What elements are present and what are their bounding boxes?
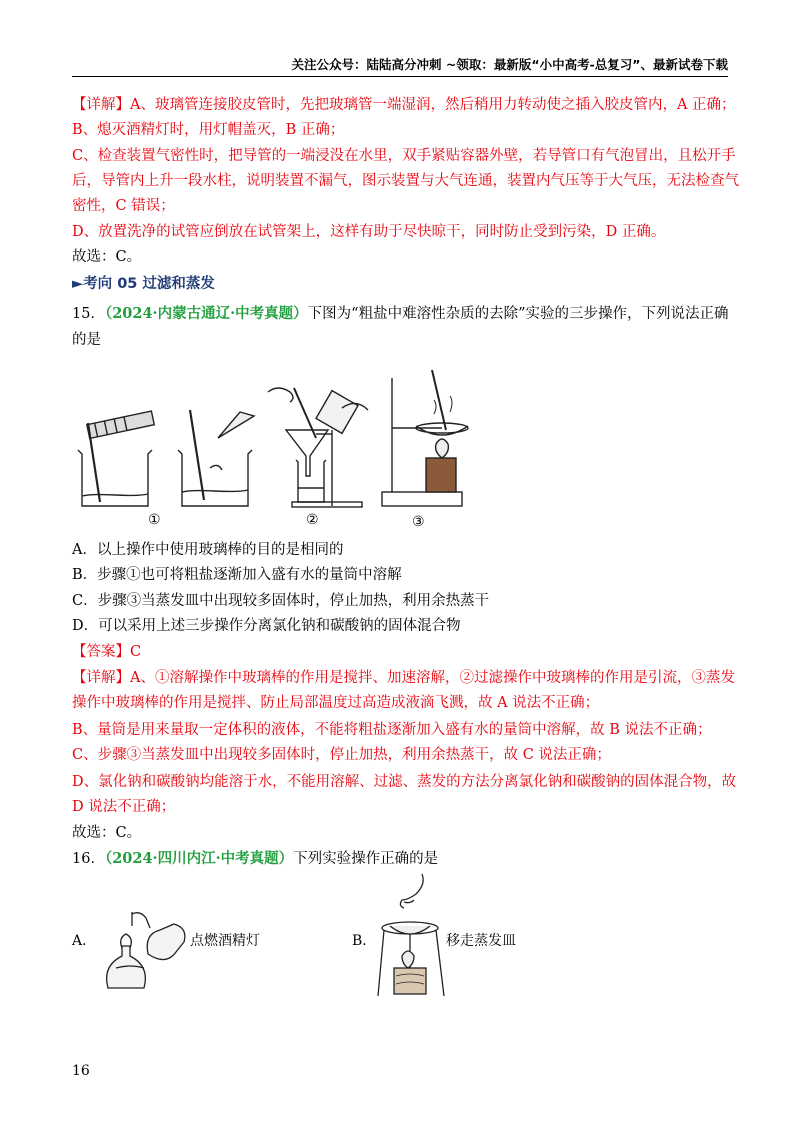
explain14-line-1: 【详解】A、玻璃管连接胶皮管时，先把玻璃管一端湿润，然后稍用力转动使之插入胶皮管内，A 正确； <box>72 97 736 113</box>
beaker-2 <box>178 450 252 506</box>
q15-option-d: D．可以采用上述三步操作分离氯化钠和碳酸钠的固体混合物 <box>72 618 461 634</box>
paper <box>218 412 254 438</box>
q15-source: （2024·内蒙古通辽·中考真题） <box>104 305 308 322</box>
q15-explain-6: D 说法不正确； <box>72 799 176 815</box>
q15-stem: 下图为“粗盐中难溶性杂质的去除”实验的三步操作，下列说法正确 <box>307 306 729 322</box>
q16-stem <box>72 849 732 869</box>
wood-block <box>394 968 426 994</box>
q15-option-b: B．步骤①也可将粗盐逐渐加入盛有水的量筒中溶解 <box>72 567 402 583</box>
lamp-b <box>147 924 185 960</box>
explain14-line-5: 密性，C 错误； <box>72 198 175 214</box>
q16-figure-a <box>96 908 196 1004</box>
page-number: 16 <box>72 1063 90 1079</box>
q15-explain-5: D、氯化钠和碳酸钠均能溶于水，不能用溶解、过滤、蒸发的方法分离氯化钠和碳酸钠的固体混合物，故 <box>72 774 737 790</box>
explain14-line-7: 故选：C。 <box>72 249 142 265</box>
hand <box>400 874 423 908</box>
graduated-cylinder <box>87 411 154 438</box>
explain14-line-3: C、检查装置气密性时，把导管的一端浸没在水里，双手紧贴容器外壁，若导管口有气泡冒出，且松开手 <box>72 148 736 164</box>
fig-label-1: ① <box>148 512 161 528</box>
q16-figure-b <box>374 870 450 1000</box>
q16-option-b-text: 移走蒸发皿 <box>446 933 516 949</box>
pouring-beaker <box>316 391 358 434</box>
q15-explain-7: 故选：C。 <box>72 825 142 841</box>
beaker-filtrate <box>296 460 326 502</box>
q15-stem-line-1 <box>72 304 732 324</box>
q15-explain-1: 【详解】A、①溶解操作中玻璃棒的作用是搅拌、加速溶解，②过滤操作中玻璃棒的作用是引流，③蒸发 <box>72 670 735 686</box>
flame-b <box>402 951 414 968</box>
q16-option-a-letter: A． <box>72 933 97 949</box>
beaker-1 <box>78 450 152 506</box>
alcohol-lamp <box>426 458 456 492</box>
q16-option-a-text: 点燃酒精灯 <box>190 933 260 949</box>
explain14-line-6: D、放置洗净的试管应倒放在试管架上，这样有助于尽快晾干，同时防止受到污染，D 正确。 <box>72 224 666 240</box>
flame <box>436 439 449 458</box>
q15-stem-line-2: 的是 <box>72 332 101 348</box>
q15-explain-2: 操作中玻璃棒的作用是搅拌、防止局部温度过高造成液滴飞溅，故 A 说法不正确； <box>72 695 600 711</box>
page-header: 关注公众号：陆陆高分冲刺 ~领取：最新版“小中高考-总复习”、最新试卷下载 <box>291 57 728 72</box>
header-rule <box>72 76 728 77</box>
q16-source: （2024·四川内江·中考真题） <box>104 850 294 867</box>
q15-figure <box>70 368 470 530</box>
fig-label-2: ② <box>306 512 319 528</box>
q15-explain-3: B、量筒是用来量取一定体积的液体，不能将粗盐逐渐加入盛有水的量筒中溶解，故 B 说法不正确； <box>72 722 712 738</box>
q15-answer: 【答案】C <box>72 644 142 660</box>
q16-option-b-letter: B． <box>352 933 377 949</box>
q15-explain-4: C、步骤③当蒸发皿中出现较多固体时，停止加热，利用余热蒸干，故 C 说法正确； <box>72 747 611 763</box>
q16-number: 16． <box>72 851 105 867</box>
q16-stem-text: 下列实验操作正确的是 <box>293 851 439 867</box>
section-title: ►考向 05 过滤和蒸发 <box>72 276 215 292</box>
fig-label-3: ③ <box>412 514 425 530</box>
q15-number: 15． <box>72 306 105 322</box>
iron-stand-base <box>382 492 462 506</box>
explain14-line-4: 后，导管内上升一段水柱，说明装置不漏气，图示装置与大气连通，装置内气压等于大气压，无法检查气 <box>72 173 739 189</box>
q15-option-a: A．以上操作中使用玻璃棒的目的是相同的 <box>72 542 344 558</box>
q15-option-c: C．步骤③当蒸发皿中出现较多固体时，停止加热，利用余热蒸干 <box>72 593 490 609</box>
glass-rod-2 <box>190 410 204 500</box>
explain14-line-2: B、熄灭酒精灯时，用灯帽盖灭，B 正确； <box>72 122 345 138</box>
funnel <box>286 430 328 476</box>
